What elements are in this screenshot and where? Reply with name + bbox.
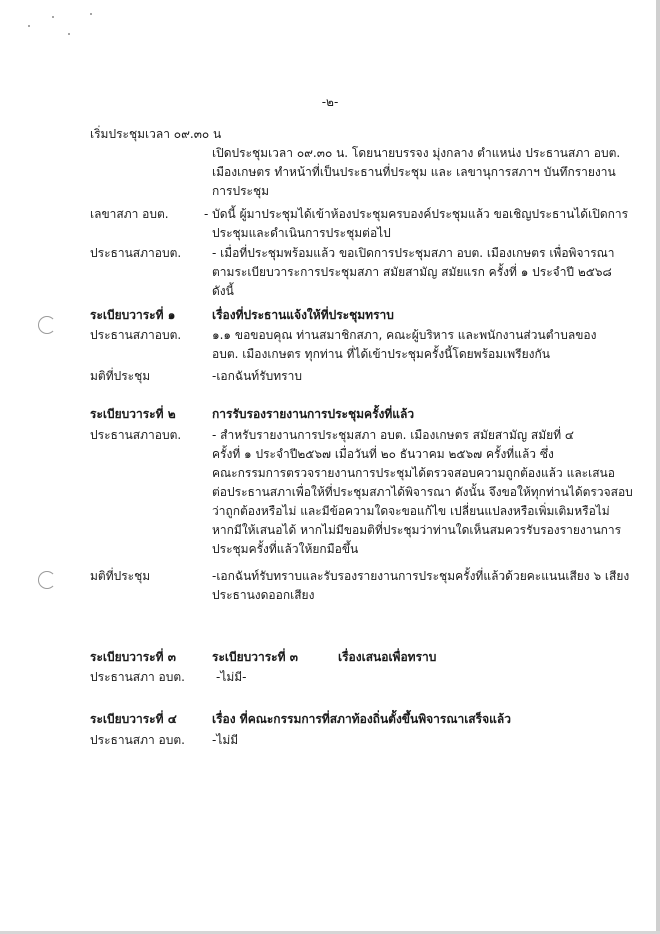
agenda-2-line: ประชุมครั้งที่แล้วให้ยกมือขึ้น xyxy=(212,542,359,556)
agenda-1-line: ๑.๑ ขอขอบคุณ ท่านสมาชิกสภา, คณะผู้บริหาร และพนักงานส่วนตำบลของ xyxy=(212,328,597,342)
meeting-start-line: เปิดประชุมเวลา ๐๙.๓๐ น. โดยนายบรรจง มุ่งกลาง ตำแหน่ง ประธานสภา อบต. xyxy=(212,146,621,160)
agenda-1-title: เรื่องที่ประธานแจ้งให้ที่ประชุมทราบ xyxy=(212,308,394,322)
scan-speck xyxy=(90,13,92,15)
agenda-2-title: การรับรองรายงานการประชุมครั้งที่แล้ว xyxy=(212,407,415,421)
agenda-1-label: ระเบียบวาระที่ ๑ xyxy=(90,308,176,322)
scan-edge-right xyxy=(656,0,660,934)
agenda-4-speaker: ประธานสภา อบต. xyxy=(90,733,185,747)
page-number: -๒- xyxy=(321,95,339,109)
agenda-2-resolution: ประธานงดออกเสียง xyxy=(212,588,315,602)
meeting-start-line: การประชุม xyxy=(212,184,270,198)
agenda-2-line: - สำหรับรายงานการประชุมสภา อบต. เมืองเกษตร สมัยสามัญ สมัยที่ ๔ xyxy=(212,428,574,442)
agenda-3-note: -ไม่มี- xyxy=(216,670,247,684)
punch-hole-icon xyxy=(38,316,56,334)
agenda-3-title: เรื่องเสนอเพื่อทราบ xyxy=(338,650,437,664)
agenda-1-resolution-label: มติที่ประชุม xyxy=(90,369,151,383)
agenda-1-line: อบต. เมืองเกษตร ทุกท่าน ที่ได้เข้าประชุมครั้งนี้โดยพร้อมเพรียงกัน xyxy=(212,347,550,361)
agenda-3-label-repeat: ระเบียบวาระที่ ๓ xyxy=(212,650,298,664)
agenda-2-resolution: -เอกฉันท์รับทราบและรับรองรายงานการประชุมครั้งที่แล้วด้วยคะแนนเสียง ๖ เสียง xyxy=(212,569,630,583)
agenda-2-resolution-label: มติที่ประชุม xyxy=(90,569,151,583)
agenda-2-line: ครั้งที่ ๑ ประจำปี๒๕๖๗ เมื่อวันที่ ๒๐ ธันวาคม ๒๕๖๗ ครั้งที่แล้ว ซึ่ง xyxy=(212,447,554,461)
agenda-2-line: ต่อประธานสภาเพื่อให้ที่ประชุมสภาได้พิจารณา ดังนั้น จึงขอให้ทุกท่านได้ตรวจสอบ xyxy=(212,485,633,499)
agenda-4-label: ระเบียบวาระที่ ๔ xyxy=(90,712,177,726)
scan-speck xyxy=(52,16,54,18)
agenda-4-title: เรื่อง ที่คณะกรรมการที่สภาท้องถิ่นตั้งขึ้นพิจารณาเสร็จแล้ว xyxy=(212,712,511,726)
meeting-start-line: เมืองเกษตร ทำหน้าที่เป็นประธานที่ประชุม และ เลขานุการสภาฯ บันทึกรายงาน xyxy=(212,165,616,179)
agenda-1-speaker: ประธานสภาอบต. xyxy=(90,328,182,342)
secretary-line: - บัดนี้ ผู้มาประชุมได้เข้าห้องประชุมครบองค์ประชุมแล้ว ขอเชิญประธานได้เปิดการ xyxy=(204,207,629,221)
scan-speck xyxy=(28,25,30,27)
agenda-3-speaker: ประธานสภา อบต. xyxy=(90,670,185,684)
scan-speck xyxy=(68,33,70,35)
agenda-2-line: คณะกรรมการตรวจรายงานการประชุมได้ตรวจสอบความถูกต้องแล้ว และเสนอ xyxy=(212,466,615,480)
meeting-start-label: เริ่มประชุมเวลา ๐๙.๓๐ น xyxy=(90,127,222,141)
chair-line: ตามระเบียบวาระการประชุมสภา สมัยสามัญ สมัยแรก ครั้งที่ ๑ ประจำปี ๒๕๖๘ xyxy=(212,265,612,279)
chair-label: ประธานสภาอบต. xyxy=(90,246,182,260)
agenda-2-speaker: ประธานสภาอบต. xyxy=(90,428,182,442)
agenda-2-label: ระเบียบวาระที่ ๒ xyxy=(90,407,176,421)
agenda-2-line: หากมีให้เสนอได้ หากไม่มีขอมติที่ประชุมว่าท่านใดเห็นสมควรรับรองรายงานการ xyxy=(212,523,622,537)
agenda-4-note: -ไม่มี xyxy=(212,733,239,747)
agenda-3-label: ระเบียบวาระที่ ๓ xyxy=(90,650,176,664)
chair-line: ดังนี้ xyxy=(212,284,234,298)
agenda-2-line: ว่าถูกต้องหรือไม่ และมีข้อความใดจะขอแก้ไข เปลี่ยนแปลงหรือเพิ่มเติมหรือไม่ xyxy=(212,504,610,518)
chair-line: - เมื่อที่ประชุมพร้อมแล้ว ขอเปิดการประชุมสภา อบต. เมืองเกษตร เพื่อพิจารณา xyxy=(212,246,615,260)
agenda-1-resolution: -เอกฉันท์รับทราบ xyxy=(212,369,302,383)
secretary-line: ประชุมและดำเนินการประชุมต่อไป xyxy=(212,226,391,240)
secretary-label: เลขาสภา อบต. xyxy=(90,207,169,221)
punch-hole-icon xyxy=(38,571,56,589)
